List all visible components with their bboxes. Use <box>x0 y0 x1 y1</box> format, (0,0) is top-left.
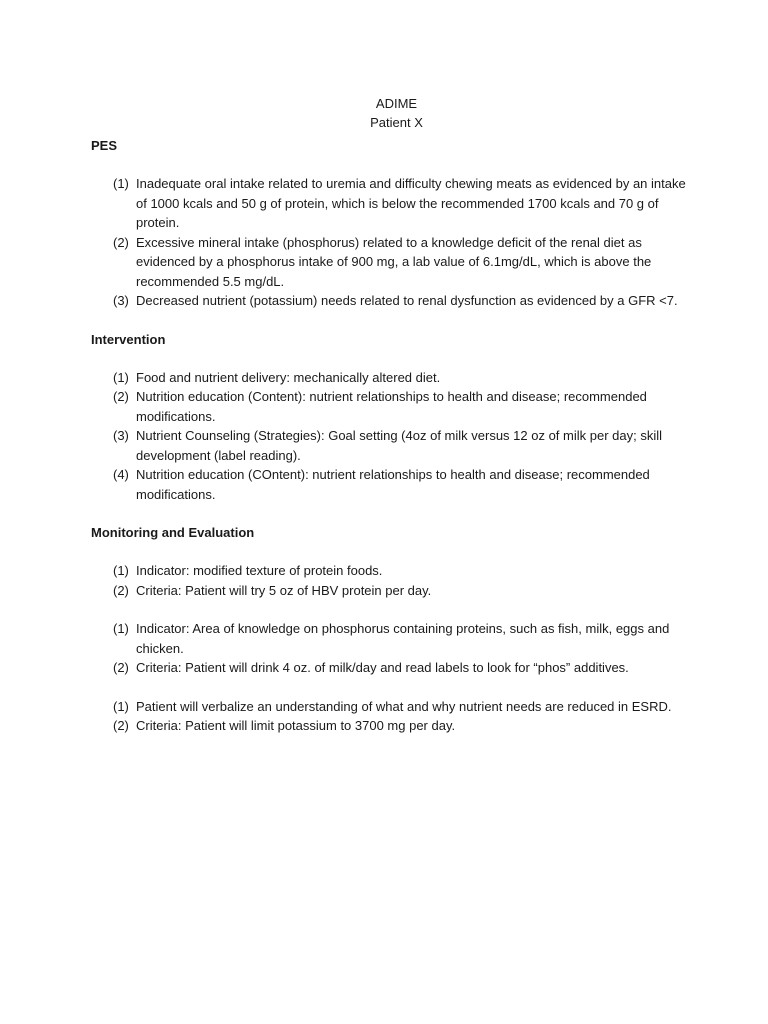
list-item <box>91 368 688 388</box>
item-number: (1) <box>113 369 129 385</box>
item-number: (2) <box>113 582 129 598</box>
list-item <box>91 581 688 601</box>
item-text: Nutrition education (Content): nutrient relationships to health and disease; recommended modifications. <box>136 389 647 424</box>
list-item <box>91 387 688 426</box>
item-text: Criteria: Patient will try 5 oz of HBV protein per day. <box>136 582 432 598</box>
item-text: Criteria: Patient will drink 4 oz. of milk/day and read labels to look for “phos” additives. <box>136 660 629 675</box>
item-number: (2) <box>113 389 129 404</box>
section-heading-pes: PES <box>91 138 118 153</box>
document-subtitle: Patient X <box>370 115 423 130</box>
item-number: (2) <box>113 660 129 675</box>
pes-list <box>91 174 688 311</box>
item-number: (2) <box>113 718 129 733</box>
item-text: Food and nutrient delivery: mechanically altered diet. <box>136 369 441 385</box>
item-text: Inadequate oral intake related to uremia and difficulty chewing meats as evidenced by an intake of 1000 kcals and 50 g of protein, which is below the recommended 1700 kcals and 70 g of protein. <box>136 176 686 230</box>
list-item <box>91 426 688 465</box>
item-text: Indicator: modified texture of protein foods. <box>136 563 383 578</box>
list-item <box>91 619 688 658</box>
item-text: Nutrition education (COntent): nutrient relationships to health and disease; recommended modifications. <box>136 467 650 502</box>
monitoring-group-2 <box>91 619 688 678</box>
list-item <box>91 716 688 736</box>
list-item <box>91 561 688 581</box>
item-text: Decreased nutrient (potassium) needs related to renal dysfunction as evidenced by a GFR <7. <box>136 293 678 308</box>
list-item <box>91 174 688 233</box>
item-number: (1) <box>113 621 129 636</box>
item-number: (3) <box>113 293 129 308</box>
item-text: Excessive mineral intake (phosphorus) related to a knowledge deficit of the renal diet as evidenced by a phosphorus intake of 900 mg, a lab value of 6.1mg/dL, which is above the recommended 5.5 mg/dL. <box>136 234 652 289</box>
item-number: (2) <box>113 234 129 250</box>
item-text: Patient will verbalize an understanding of what and why nutrient needs are reduced in ESRD. <box>136 698 672 714</box>
list-item <box>91 697 688 717</box>
item-number: (1) <box>113 698 129 714</box>
section-heading-intervention: Intervention <box>91 331 166 347</box>
document-title: ADIME <box>375 96 418 111</box>
monitoring-group-1 <box>91 561 688 600</box>
intervention-list <box>91 368 688 505</box>
list-item <box>91 291 688 311</box>
item-number: (3) <box>113 428 129 443</box>
item-number: (4) <box>113 467 129 482</box>
section-heading-monitoring: Monitoring and Evaluation <box>91 525 255 540</box>
list-item <box>91 465 688 504</box>
monitoring-group-3 <box>91 697 688 736</box>
item-text: Criteria: Patient will limit potassium to 3700 mg per day. <box>136 718 456 733</box>
item-number: (1) <box>113 176 129 191</box>
item-text: Nutrient Counseling (Strategies): Goal setting (4oz of milk versus 12 oz of milk per day; skill development (label reading). <box>136 428 662 463</box>
item-text: Indicator: Area of knowledge on phosphorus containing proteins, such as fish, milk, eggs and chicken. <box>136 621 670 656</box>
list-item <box>91 658 688 678</box>
item-number: (1) <box>113 563 129 578</box>
list-item <box>91 233 688 292</box>
